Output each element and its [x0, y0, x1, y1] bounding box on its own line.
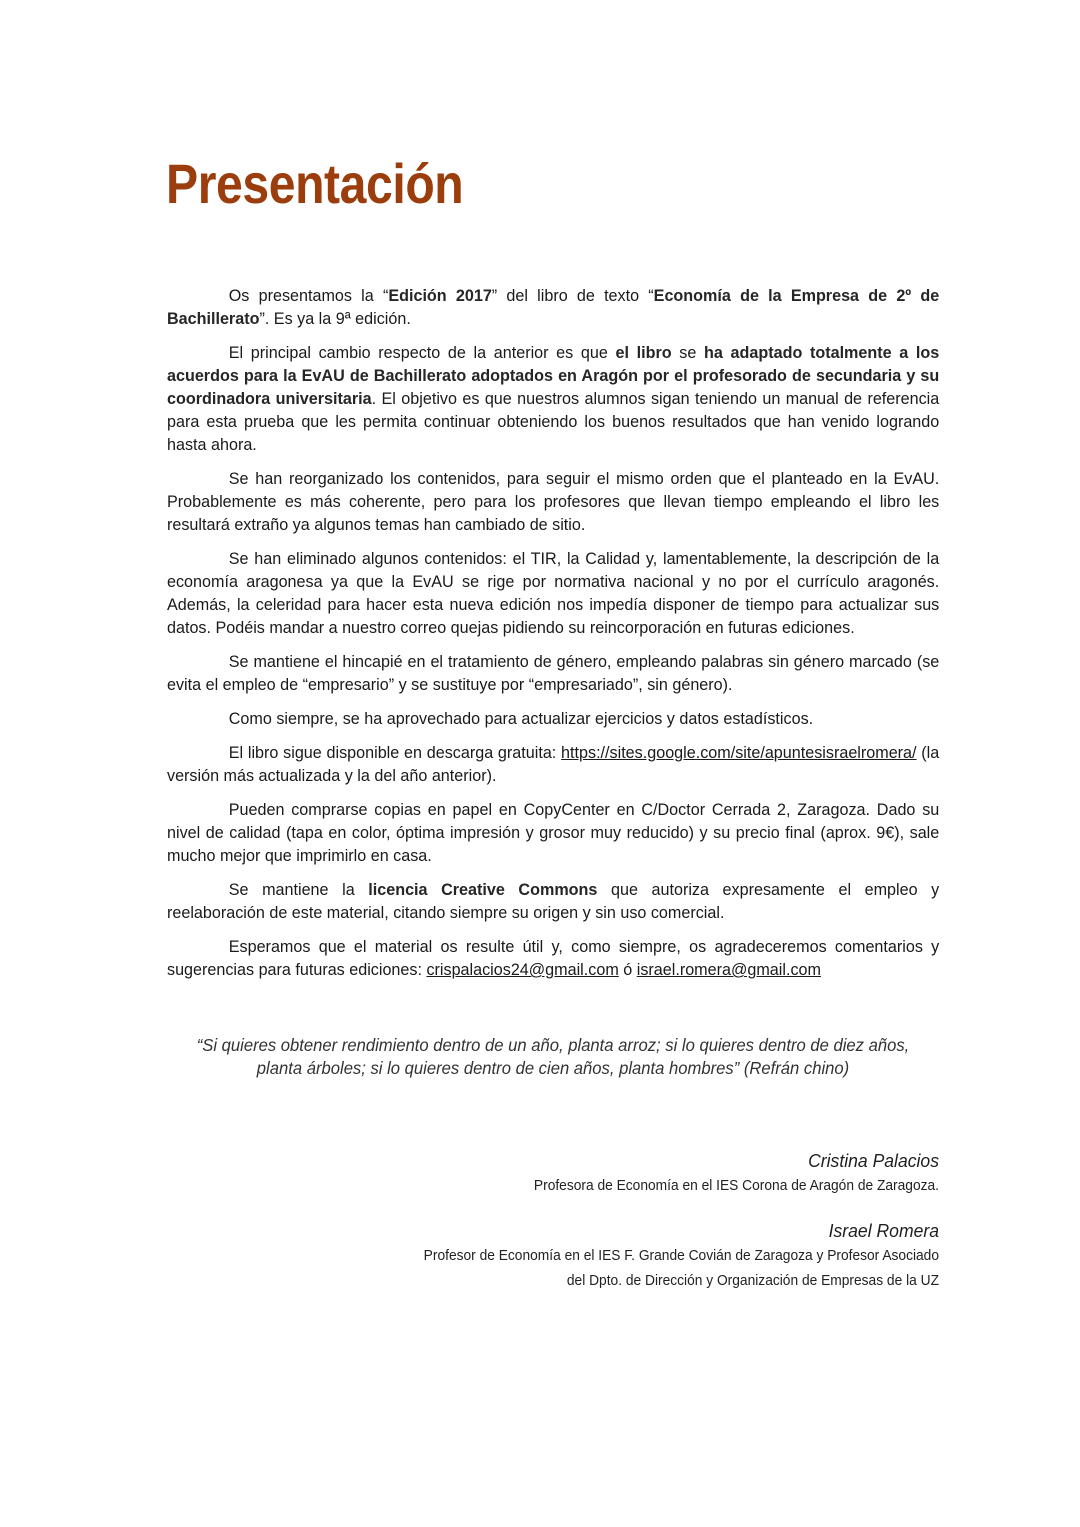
edition-highlight: Edición 2017 — [388, 286, 492, 305]
paragraph-removed-content: Se han eliminado algunos contenidos: el TIR, la Calidad y, lamentablemente, la descripción de la economía aragonesa ya que la EvAU se rige por normativa nacional y no por el currículo aragonés. Además, la celeridad para hacer esta nueva edición nos impedía disponer de tiempo para actualizar sus datos. Podéis mandar a nuestro correo quejas pidiendo su reincorporación en futuras ediciones. — [167, 549, 940, 637]
book-title-highlight: Economía de la Empresa de 2º de Bachillerato — [167, 286, 940, 328]
paragraph-main-change — [167, 341, 939, 456]
bold-run: el libro — [615, 343, 672, 362]
text-run: (la versión más actualizada y la del año anterior). — [167, 743, 940, 785]
text-run: Se mantiene la — [228, 880, 369, 899]
signature-role: del Dpto. de Dirección y Organización de Empresas de la UZ — [566, 1273, 939, 1289]
signature-name: Israel Romera — [828, 1220, 939, 1241]
paragraph-license — [167, 878, 939, 924]
paragraph-contact — [167, 935, 939, 981]
signature-name: Cristina Palacios — [808, 1150, 939, 1171]
text-run: Os presentamos la “ — [228, 286, 389, 305]
presentation-body — [167, 284, 939, 992]
signature-role: Profesora de Economía en el IES Corona de Aragón de Zaragoza. — [533, 1178, 939, 1194]
paragraph-gender: Se mantiene el hincapié en el tratamiento de género, empleando palabras sin género marcado (se evita el empleo de “empresario” y se sustituye por “empresariado”, sin género). — [167, 652, 940, 694]
signature-cristina — [350, 1148, 939, 1199]
paragraph-reorganized: Se han reorganizado los contenidos, para seguir el mismo orden que el planteado en la EvAU. Probablemente es más coherente, pero para los profesores que llevan tiempo empleando el libro les resultará extraño ya algunos temas han cambiado de sitio. — [167, 469, 940, 534]
text-run: El libro sigue disponible en descarga gratuita: — [228, 743, 562, 762]
paragraph-updates: Como siempre, se ha aprovechado para actualizar ejercicios y datos estadísticos. — [228, 709, 814, 728]
signature-role: Profesor de Economía en el IES F. Grande Covián de Zaragoza y Profesor Asociado — [423, 1248, 939, 1264]
email-link-israel[interactable]: israel.romera@gmail.com — [636, 960, 821, 979]
text-run: ó — [618, 960, 637, 979]
email-link-cristina[interactable]: crispalacios24@gmail.com — [426, 960, 619, 979]
signature-israel — [350, 1218, 939, 1294]
text-run: El principal cambio respecto de la anterior es que — [228, 343, 616, 362]
download-link[interactable]: https://sites.google.com/site/apuntesisraelromera/ — [561, 743, 917, 762]
license-highlight: licencia Creative Commons — [368, 880, 598, 899]
paragraph-edition — [167, 284, 939, 330]
paragraph-download — [167, 741, 939, 787]
text-run: . El objetivo es que nuestros alumnos sigan teniendo un manual de referencia para esta prueba que les permita continuar obteniendo los buenos resultados que han venido logrando hasta ahora. — [167, 389, 940, 454]
chinese-proverb-quote: “Si quieres obtener rendimiento dentro de un año, planta arroz; si lo quieres dentro de diez años, planta árboles; si lo quieres dentro de cien años, planta hombres” (Refrán chino) — [196, 1035, 910, 1078]
text-run: ” del libro de texto “ — [491, 286, 654, 305]
text-run: se — [671, 343, 705, 362]
page-title: Presentación — [166, 152, 464, 215]
text-run: Esperamos que el material os resulte útil y, como siempre, os agradeceremos comentarios y sugerencias para futuras ediciones: — [167, 937, 940, 979]
text-run: que autoriza expresamente el empleo y reelaboración de este material, citando siempre su origen y sin uso comercial. — [167, 880, 940, 922]
bold-run: ha adaptado totalmente a los acuerdos para la EvAU de Bachillerato adoptados en Aragón por el profesorado de secundaria y su coordinadora universitaria — [167, 343, 940, 408]
paragraph-copies: Pueden comprarse copias en papel en CopyCenter en C/Doctor Cerrada 2, Zaragoza. Dado su nivel de calidad (tapa en color, óptima impresión y grosor muy reducido) y su precio final (aprox. 9€), sale mucho mejor que imprimirlo en casa. — [167, 800, 940, 865]
text-run: ”. Es ya la 9ª edición. — [259, 309, 411, 328]
